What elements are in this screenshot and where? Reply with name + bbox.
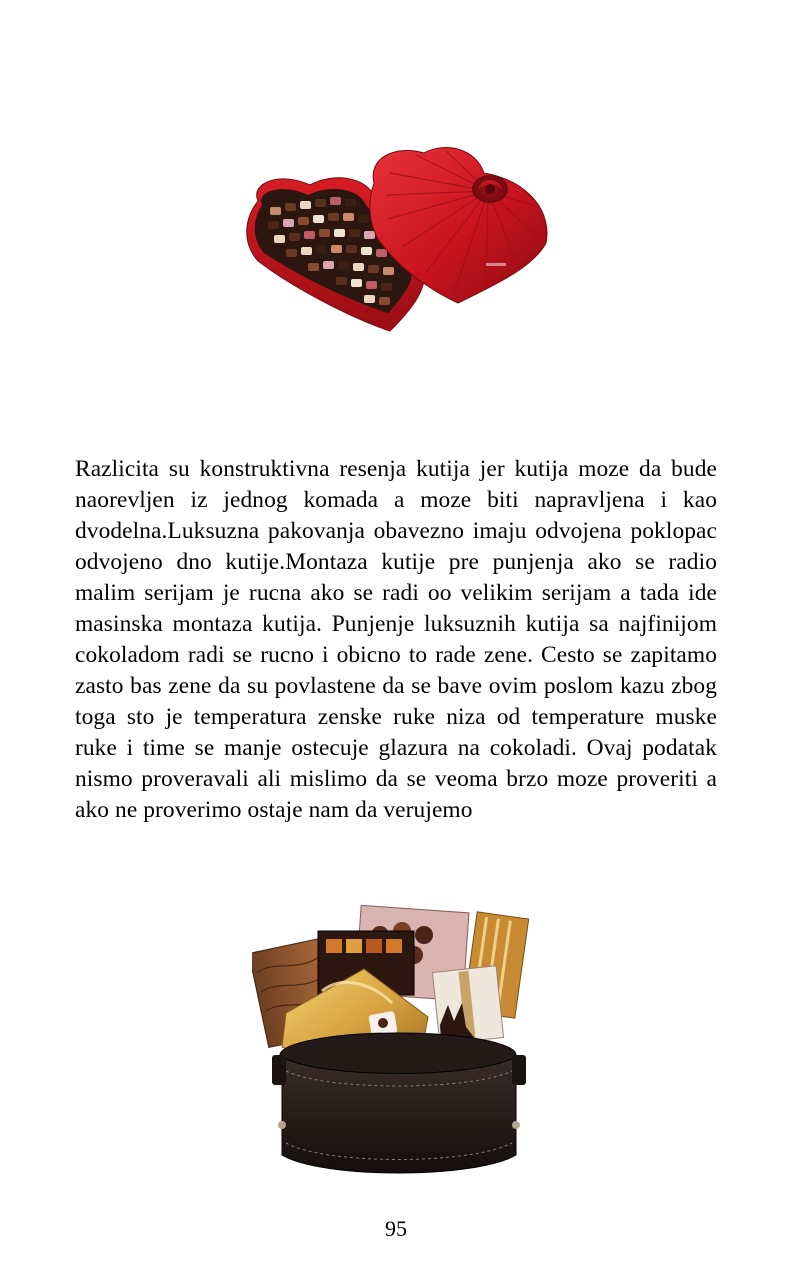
heart-chocolate-box-image — [240, 143, 552, 335]
leather-basket — [282, 1057, 516, 1173]
basket-handle-left — [272, 1055, 286, 1085]
rose-ornament-icon — [472, 175, 508, 203]
page-number: 95 — [385, 1216, 407, 1241]
body-paragraph: Razlicita su konstruktivna resenja kutija jer kutija moze da bude naorevljen iz jednog komada a moze biti napravljena i kao dvodelna.Luksuzna pakovanja obavezno imaju odvojena poklopac odvojeno dno kutije.Montaza kutije pre punjenja ako se radio malim serijam je rucna ako se radi oo velikim serijam a tada ide masinska montaza kutija. Punjenje luksuznih kutija sa najfinijom cokoladom radi se rucno i obicno to rade zene. Cesto se zapitamo zasto bas zene da su povlastene da se bave ovim poslom kazu zbog toga sto je temperatura zenske ruke niza od temperature muske ruke i time se manje ostecuje glazura na cokoladi. Ovaj podatak nismo proveravali ali mislimo da se veoma brzo moze proveriti a ako ne proverimo ostaje nam da verujemo — [75, 456, 717, 823]
basket-handle-right — [512, 1055, 526, 1085]
chocolate-gift-basket-image — [252, 905, 534, 1183]
